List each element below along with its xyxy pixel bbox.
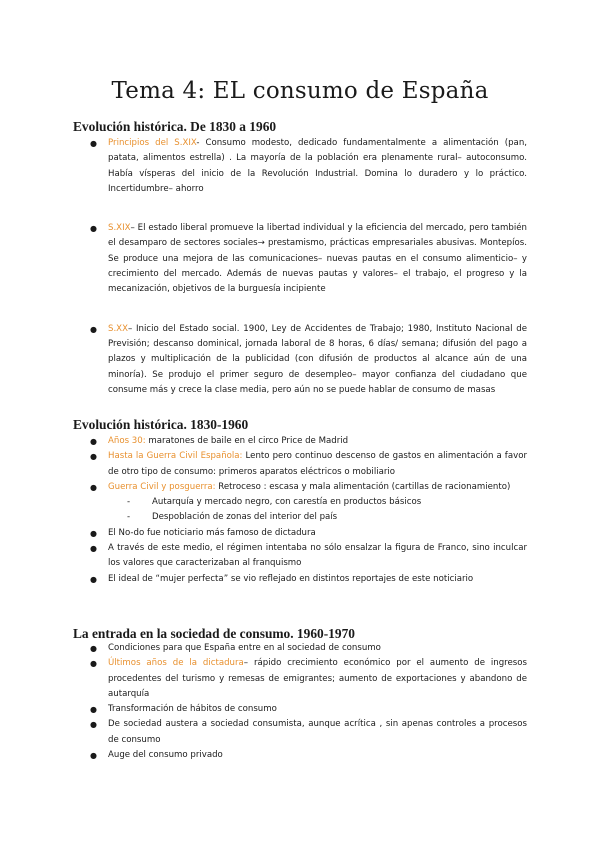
list-item xyxy=(90,717,527,748)
list-item xyxy=(90,748,527,763)
bullet-icon: ● xyxy=(90,751,97,761)
bullet-icon: ● xyxy=(90,452,97,462)
list-item xyxy=(90,541,527,572)
sub-item-text: Despoblación de zonas del interior del país xyxy=(152,512,338,523)
list-item xyxy=(90,641,527,656)
bullet-icon: ● xyxy=(90,224,97,234)
list-item xyxy=(90,322,527,398)
section-heading-2: Evolución histórica. 1830-1960 xyxy=(73,417,249,432)
highlight-term: Hasta la Guerra Civil Española: xyxy=(108,451,243,462)
item-text: De sociedad austera a sociedad consumista, aunque acrítica , sin apenas controles a procesos de consumo xyxy=(108,719,527,745)
page-title: Tema 4: EL consumo de España xyxy=(111,78,489,104)
list-item xyxy=(90,221,527,297)
section-heading-3: La entrada en la sociedad de consumo. 1960-1970 xyxy=(73,626,355,641)
section-3-list xyxy=(90,641,527,763)
sub-item xyxy=(90,510,527,525)
bullet-icon: ● xyxy=(90,437,97,446)
list-item xyxy=(90,136,527,197)
list-item xyxy=(90,702,527,717)
list-item xyxy=(90,480,527,495)
section-2-list xyxy=(90,434,527,587)
highlight-term: S.XIX xyxy=(108,223,131,234)
bullet-icon: ● xyxy=(90,544,97,554)
item-text: Lento pero continuo descenso de gastos en alimentación a favor de otro tipo de consumo: primeros aparatos eléctricos o mobiliario xyxy=(108,451,527,477)
item-text: Condiciones para que España entre en al sociedad de consumo xyxy=(108,643,381,653)
item-text: El ideal de “mujer perfecta” se vio reflejado en distintos reportajes de este noticiario xyxy=(108,573,474,584)
item-text: – Inicio del Estado social. 1900, Ley de Accidentes de Trabajo; 1980, Instituto Nacional de Previsión; descanso dominical, jornada laboral de 8 horas, 6 días/ semana; difusión del pago a plazos y multiplicación de la publicidad (con difusión de productos al alcance aún de una minoría). Se produjo el primer seguro de desempleo– mayor confianza del ciudadano que consume más y crece la clase media, pero aún no se puede hablar de consumo de masas xyxy=(108,323,527,395)
bullet-icon: ● xyxy=(90,482,97,492)
item-text: Transformación de hábitos de consumo xyxy=(108,704,277,715)
highlight-term: Principios del S.XIX xyxy=(108,138,197,148)
highlight-term: S.XX xyxy=(108,323,128,334)
bullet-icon: ● xyxy=(90,574,97,584)
section-heading-1: Evolución histórica. De 1830 a 1960 xyxy=(73,119,277,134)
item-text: - Consumo modesto, dedicado fundamentalmente a alimentación (pan, patata, alimentos estrella) . La mayoría de la población era plenamente rural– autoconsumo. Había vísperas del inicio de la Revolución Industrial. Domina lo duradero y lo práctico. Incertidumbre– ahorro xyxy=(108,138,527,194)
list-item xyxy=(90,656,527,702)
bullet-icon: ● xyxy=(90,139,97,148)
bullet-icon: ● xyxy=(90,659,97,669)
item-text: Auge del consumo privado xyxy=(108,750,223,761)
bullet-icon: ● xyxy=(90,644,97,653)
item-text: Retroceso : escasa y mala alimentación (cartillas de racionamiento) xyxy=(215,481,511,492)
item-text: – El estado liberal promueve la libertad individual y la eficiencia del mercado, pero también el desamparo de sectores sociales→ prestamismo, prácticas empresariales abusivas. Montepíos. Se produce una mejora de las comunicaciones– nuevas pautas en el consumo alimenticio– y crecimiento del mercado. Además de nuevas pautas y valores– el trabajo, el progreso y la mecanización, objetivos de la burguesía incipiente xyxy=(108,223,527,295)
highlight-term: Guerra Civil y posguerra: xyxy=(108,481,216,492)
bullet-icon: ● xyxy=(90,324,97,334)
highlight-term: Años 30: xyxy=(108,436,146,446)
bullet-icon: ● xyxy=(90,720,97,730)
bullet-icon: ● xyxy=(90,705,97,715)
highlight-term: Últimos años de la dictadura xyxy=(108,658,244,669)
sub-item-text: Autarquía y mercado negro, con carestía en productos básicos xyxy=(152,497,422,508)
bullet-icon: ● xyxy=(90,528,97,538)
list-item xyxy=(90,526,527,541)
list-item xyxy=(90,449,527,480)
list-item xyxy=(90,572,527,587)
item-text: A través de este medio, el régimen intentaba no sólo ensalzar la figura de Franco, sino inculcar los valores que caracterizaban al franquismo xyxy=(108,543,527,569)
sub-item xyxy=(90,495,527,510)
item-text: maratones de baile en el circo Price de Madrid xyxy=(145,436,349,446)
list-item xyxy=(90,434,527,449)
dash-icon: - xyxy=(127,497,131,508)
item-text: – rápido crecimiento económico por el aumento de ingresos procedentes del turismo y remesas de emigrantes; aumento de exportaciones y abandono de autarquía xyxy=(108,658,527,699)
item-text: El No-do fue noticiario más famoso de dictadura xyxy=(108,527,316,538)
section-1-list xyxy=(90,136,527,398)
dash-icon: - xyxy=(127,512,131,523)
